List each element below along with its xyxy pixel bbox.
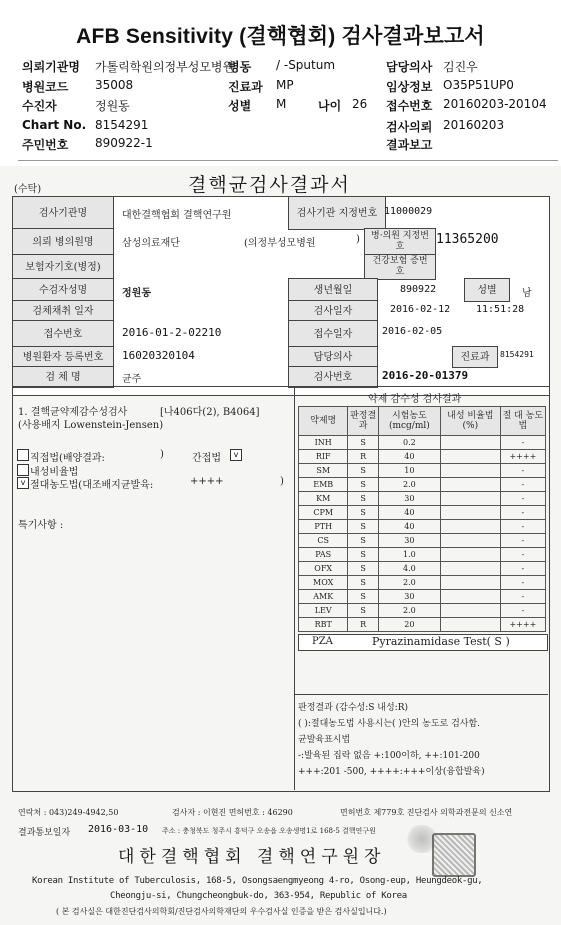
cell-ratio [440, 506, 500, 520]
insurance-label: 건강보험 증번호 [364, 254, 436, 280]
dob-value: 890922 [400, 284, 437, 295]
report-title: AFB Sensitivity (결핵협회) 검사결과보고서 [76, 25, 485, 48]
cell-result: S [348, 436, 378, 450]
recv-date-label: 접수일자 [288, 320, 378, 348]
agency-no-label: 검사기관 지정번호 [288, 196, 386, 230]
cell-result: S [348, 506, 378, 520]
req-hosp-paren: ) [356, 234, 360, 245]
cell-absolute: - [500, 576, 545, 590]
doctor-value: 김진우 [443, 60, 478, 74]
cell-drug: RIF [299, 450, 348, 464]
cell-concentration: 4.0 [378, 562, 440, 576]
susceptibility-rows [299, 436, 546, 632]
cell-drug: CS [299, 534, 348, 548]
physician-label: 담당의사 [288, 346, 378, 368]
sex-label: 성별 [228, 99, 252, 113]
clinical-value: O35P51UP0 [443, 78, 514, 92]
dept-label: 진료과 [228, 80, 263, 94]
chart-label: Chart No. [22, 118, 87, 132]
table-row [299, 618, 546, 632]
agency-no-value: 11000029 [384, 206, 433, 217]
table-title: 약제 감수성 검사결과 [368, 394, 462, 405]
collect-label: 검체채취 일자 [12, 300, 114, 322]
cell-result: S [348, 464, 378, 478]
cell-concentration: 40 [378, 450, 440, 464]
absolute-checkbox: v [17, 477, 29, 489]
cell-drug: OFX [299, 562, 348, 576]
cell-result: S [348, 548, 378, 562]
cell-absolute: ++++ [500, 618, 545, 632]
address-en-2: Cheongju-si, Chungcheongbuk-do, 363-954, Republic of Korea [110, 891, 407, 901]
susceptibility-table [298, 406, 546, 632]
cell-drug: INH [299, 436, 348, 450]
cell-absolute: ++++ [500, 450, 545, 464]
cell-concentration: 2.0 [378, 576, 440, 590]
sex-doc-label: 성별 [464, 278, 510, 302]
cell-ratio [440, 576, 500, 590]
table-row [299, 534, 546, 548]
table-row [299, 506, 546, 520]
testdate-value: 2016-02-12 [390, 304, 451, 315]
institution-label: 의뢰기관명 [22, 60, 80, 74]
direct-checkbox [17, 449, 29, 461]
cell-ratio [440, 478, 500, 492]
cell-concentration: 40 [378, 520, 440, 534]
doc-heading: 결핵균검사결과서 [188, 174, 351, 196]
cell-ratio [440, 464, 500, 478]
cell-result: S [348, 590, 378, 604]
indirect-checkbox: v [230, 449, 242, 461]
cell-concentration: 30 [378, 492, 440, 506]
agency-label: 검사기관명 [12, 196, 114, 230]
ratio-label: 내성비율법 [30, 467, 79, 478]
cell-absolute: - [500, 464, 545, 478]
cell-concentration: 20 [378, 618, 440, 632]
cell-result: S [348, 534, 378, 548]
dept-doc-value: 8154291 [500, 350, 534, 359]
cell-drug: LEV [299, 604, 348, 618]
cell-drug: EMB [299, 478, 348, 492]
cell-drug: CPM [299, 506, 348, 520]
note-1: 판정결과 (감수성:S 내성:R) [298, 703, 408, 713]
rrn-value: 890922-1 [95, 136, 153, 150]
test-item-1-medium: (사용배지 Lowenstein-Jensen) [18, 420, 164, 431]
sex-doc-value: 남 [522, 288, 532, 299]
cell-drug: AMK [299, 590, 348, 604]
accession-value: 20160203-20104 [443, 97, 547, 111]
absolute-value: ++++ [190, 476, 224, 487]
chart-value: 8154291 [95, 118, 149, 132]
address-ko: 주소 : 충청북도 청주시 흥덕구 오송읍 오송생명1로 168-5 결핵연구원 [162, 827, 376, 835]
hospital-code-value: 35008 [95, 78, 134, 92]
table-row [299, 548, 546, 562]
cell-drug: RBT [299, 618, 348, 632]
agency-value: 대한결핵협회 결핵연구원 [122, 210, 232, 221]
certification-footer: ( 본 검사실은 대한진단검사의학회/진단검사의학재단의 우수검사실 인증을 받은 검사실입니다.) [56, 907, 387, 916]
request-date-value: 20160203 [443, 118, 505, 132]
test-item-1: 1. 결핵균약제감수성검사 [18, 407, 128, 418]
table-row [299, 450, 546, 464]
direct-paren: ) [160, 449, 164, 460]
ward-label: 병동 [228, 60, 252, 74]
address-en-1: Korean Institute of Tuberculosis, 168-5, Osongsaengmyeong 4-ro, Osong-eup, Heungdeok-gu, [32, 876, 483, 886]
cell-absolute: - [500, 590, 545, 604]
cell-absolute: - [500, 520, 545, 534]
cell-concentration: 30 [378, 534, 440, 548]
cell-absolute: - [500, 492, 545, 506]
table-row [299, 520, 546, 534]
cell-result: S [348, 478, 378, 492]
clinical-label: 임상정보 [386, 80, 433, 94]
cell-ratio [440, 562, 500, 576]
cell-concentration: 0.2 [378, 436, 440, 450]
report-date-value: 2016-03-10 [88, 824, 149, 835]
patient-value: 정원동 [122, 288, 151, 299]
cell-ratio [440, 548, 500, 562]
cell-ratio [440, 618, 500, 632]
patient-label: 수검자성명 [12, 278, 114, 302]
cell-concentration: 10 [378, 464, 440, 478]
reg-no-value: 16020320104 [122, 349, 195, 362]
insurer-label: 보험자기호(병정) [12, 254, 114, 280]
cell-absolute: - [500, 562, 545, 576]
absolute-label: 절대농도법(대조배지균발육: [30, 480, 154, 491]
table-header-row [299, 407, 546, 436]
note-4: -:발육된 집락 없음 +:100이하, ++:101-200 [298, 751, 480, 761]
pza-value: Pyrazinamidase Test( S ) [372, 635, 510, 648]
cell-ratio [440, 492, 500, 506]
cell-ratio [440, 436, 500, 450]
cell-ratio [440, 520, 500, 534]
age-value: 26 [352, 97, 368, 111]
note-5: +++:201 -500, ++++:+++이상(융합발육) [298, 767, 485, 777]
cell-absolute: - [500, 436, 545, 450]
indirect-label: 간접법 [192, 453, 221, 464]
dept-doc-label: 진료과 [452, 346, 498, 368]
cell-result: S [348, 576, 378, 590]
cell-drug: KM [299, 492, 348, 506]
pza-label: PZA [312, 636, 333, 647]
table-row [299, 590, 546, 604]
cell-concentration: 30 [378, 590, 440, 604]
table-row [299, 562, 546, 576]
cell-ratio [440, 450, 500, 464]
license: 면허번호 제779호 진단검사 의학과전문의 신소연 [340, 808, 513, 817]
cell-absolute: - [500, 604, 545, 618]
cell-concentration: 2.0 [378, 478, 440, 492]
cell-result: S [348, 520, 378, 534]
recv-no-label: 접수번호 [12, 320, 114, 348]
accession-label: 접수번호 [386, 99, 433, 113]
specimen-value: 균주 [122, 374, 142, 385]
remarks-label: 특기사항 : [18, 520, 64, 531]
dob-label: 생년월일 [288, 278, 378, 302]
report-date-label: 결과통보일자 [18, 828, 71, 838]
cell-concentration: 40 [378, 506, 440, 520]
testtime-value: 11:51:28 [476, 304, 525, 315]
table-row [299, 436, 546, 450]
testdate-label: 검사일자 [288, 300, 378, 322]
test-no-label: 검사번호 [288, 366, 378, 388]
cell-result: S [348, 492, 378, 506]
cell-absolute: - [500, 548, 545, 562]
results-divider [294, 386, 295, 790]
header-divider [18, 160, 558, 161]
table-row [299, 604, 546, 618]
cell-result: R [348, 450, 378, 464]
cell-ratio [440, 604, 500, 618]
direct-label: 직접법(배양결과: [30, 453, 105, 464]
specimen-header-value: / -Sputum [276, 58, 336, 72]
sex-value: M [276, 97, 287, 111]
ratio-checkbox [17, 464, 29, 476]
doctor-label: 담당의사 [386, 60, 433, 74]
table-row [299, 464, 546, 478]
dept-value: MP [276, 78, 294, 92]
rrn-label: 주민번호 [22, 138, 69, 152]
reg-no-label: 병원환자 등록번호 [12, 346, 114, 368]
collector-value: 정원동 [95, 99, 130, 113]
official-seal [432, 833, 476, 877]
cell-ratio [440, 590, 500, 604]
req-no-value: 11365200 [436, 232, 499, 247]
req-no-label: 병·의원 지정번호 [364, 228, 436, 256]
col-result: 판정결과 [348, 407, 378, 436]
cell-absolute: - [500, 478, 545, 492]
cell-drug: PAS [299, 548, 348, 562]
institution-value: 가톨릭학원의정부성모병원 [95, 60, 235, 74]
req-hosp-label: 의뢰 병의원명 [12, 228, 114, 256]
cell-drug: MOX [299, 576, 348, 590]
table-row [299, 492, 546, 506]
cell-result: S [348, 604, 378, 618]
examiner: 검사자 : 이현진 면허번호 : 46290 [172, 808, 293, 817]
doc-corner-mark: (수탁) [14, 184, 42, 195]
collector-label: 수진자 [22, 99, 57, 113]
cell-absolute: - [500, 534, 545, 548]
test-no-value: 2016-20-01379 [382, 369, 469, 382]
cell-absolute: - [500, 506, 545, 520]
req-hosp-value: 삼성의료재단 [122, 238, 180, 249]
recv-date-value: 2016-02-05 [382, 326, 443, 337]
cell-concentration: 2.0 [378, 604, 440, 618]
col-drug: 약제명 [299, 407, 348, 436]
age-label: 나이 [318, 99, 342, 113]
notes-divider [294, 694, 548, 695]
note-2: ( ):절대농도법 사용시는( )안의 농도로 검사함. [298, 719, 481, 729]
specimen-label: 검 체 명 [12, 366, 114, 388]
table-row [299, 478, 546, 492]
request-date-label: 검사의뢰 [386, 120, 433, 134]
col-concentration: 시험농도 (mcg/ml) [378, 407, 440, 436]
org-name: 대한결핵협회 결핵연구원장 [118, 847, 386, 867]
absolute-paren: ) [280, 476, 284, 487]
table-row [299, 576, 546, 590]
recv-no-value: 2016-01-2-02210 [122, 326, 222, 339]
cell-concentration: 1.0 [378, 548, 440, 562]
cell-result: R [348, 618, 378, 632]
col-ratio: 내성 비율법(%) [440, 407, 500, 436]
req-hosp-sub: (의정부성모병원 [244, 238, 316, 249]
hospital-code-label: 병원코드 [22, 80, 69, 94]
note-3: 균발육표시법 [298, 735, 351, 745]
contact: 연락처 : 043)249-4942,50 [18, 808, 119, 817]
test-item-1-code: [나406다(2), B4064] [160, 407, 260, 418]
report-label: 결과보고 [386, 138, 433, 152]
cell-result: S [348, 562, 378, 576]
cell-ratio [440, 534, 500, 548]
cell-drug: PTH [299, 520, 348, 534]
cell-drug: SM [299, 464, 348, 478]
col-absolute: 절 대 농도법 [500, 407, 545, 436]
